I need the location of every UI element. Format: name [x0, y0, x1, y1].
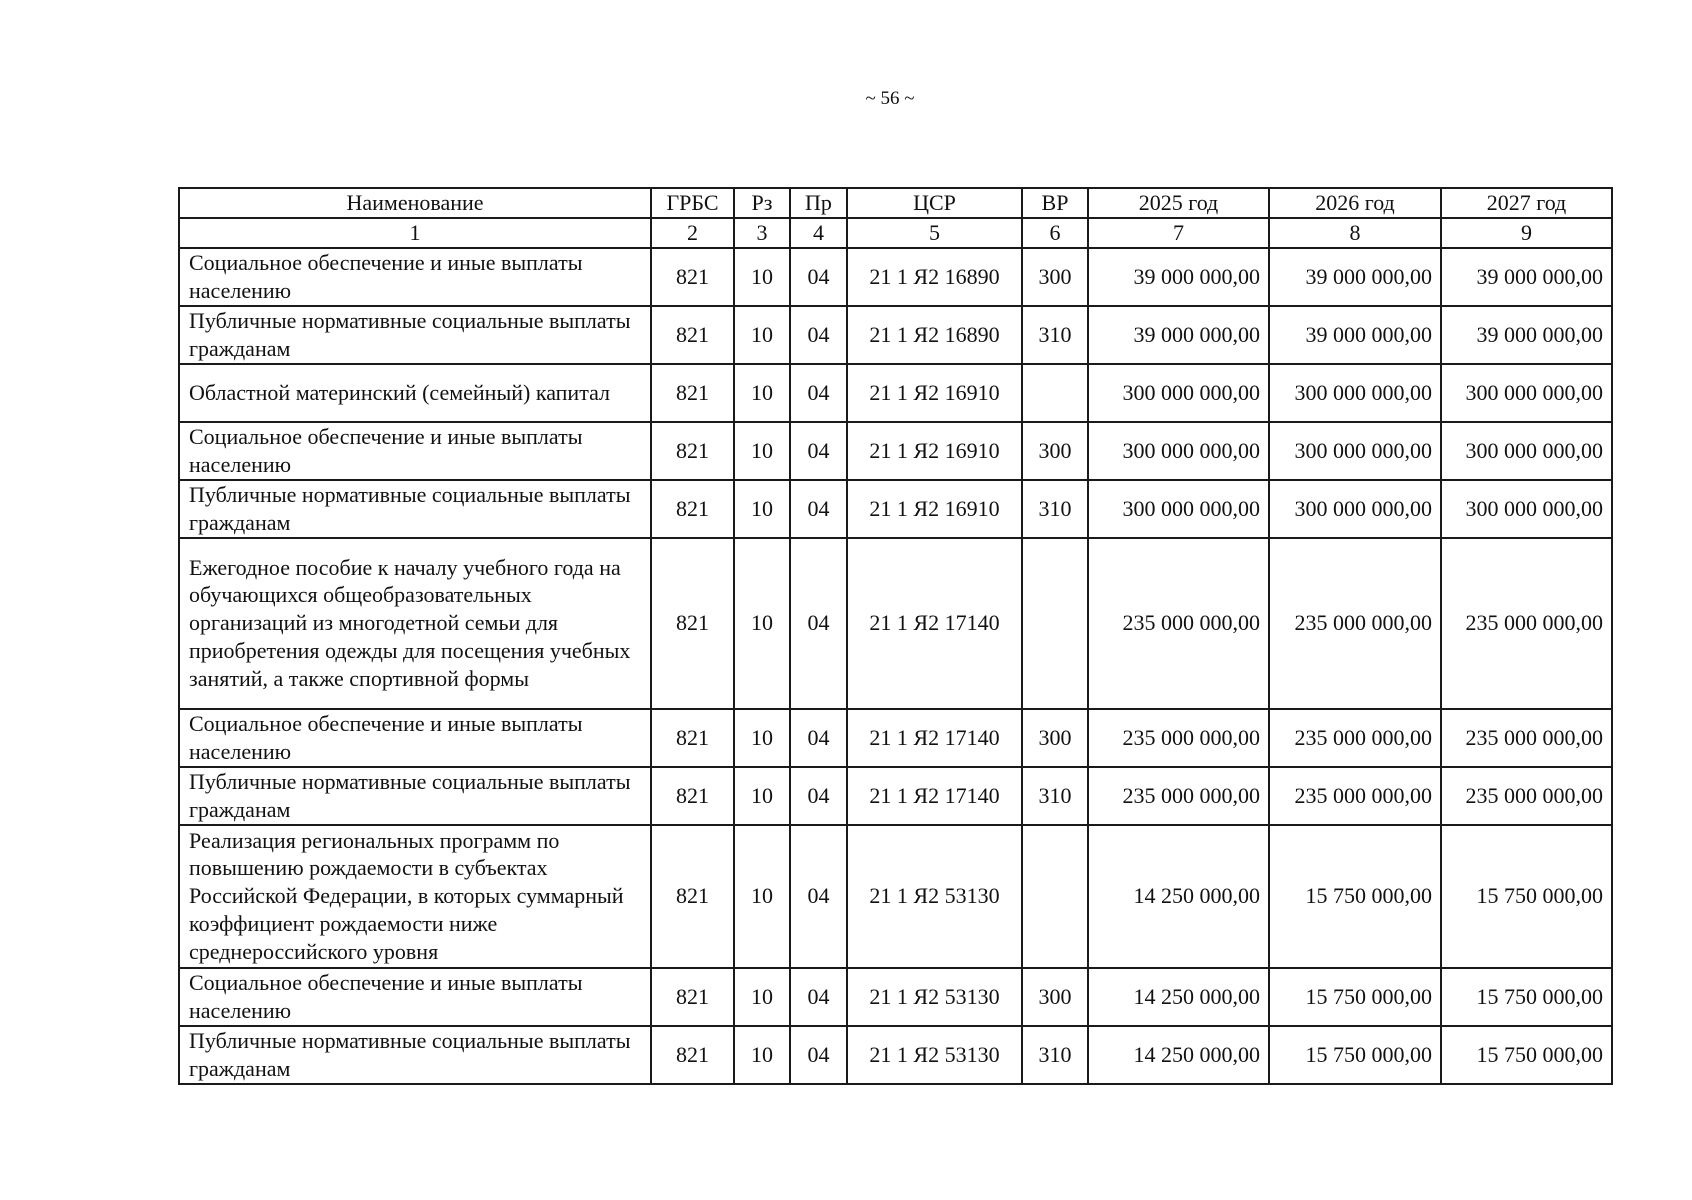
- row-pr: 04: [790, 1026, 847, 1084]
- row-pr: 04: [790, 825, 847, 968]
- column-number: 9: [1441, 218, 1612, 248]
- row-name: Публичные нормативные социальные выплаты гражданам: [179, 480, 651, 538]
- row-vr: 310: [1022, 480, 1088, 538]
- row-name: Публичные нормативные социальные выплаты гражданам: [179, 1026, 651, 1084]
- row-rz: 10: [734, 968, 790, 1026]
- row-amount-2027: 39 000 000,00: [1441, 248, 1612, 306]
- row-amount-2025: 235 000 000,00: [1088, 709, 1269, 767]
- row-pr: 04: [790, 538, 847, 709]
- row-name: Публичные нормативные социальные выплаты гражданам: [179, 306, 651, 364]
- row-amount-2027: 235 000 000,00: [1441, 767, 1612, 825]
- row-amount-2026: 15 750 000,00: [1269, 1026, 1441, 1084]
- row-rz: 10: [734, 306, 790, 364]
- row-rz: 10: [734, 248, 790, 306]
- row-csr: 21 1 Я2 17140: [847, 709, 1022, 767]
- row-grbs: 821: [651, 248, 734, 306]
- table-row: [179, 825, 1612, 968]
- row-amount-2027: 300 000 000,00: [1441, 364, 1612, 422]
- row-amount-2026: 15 750 000,00: [1269, 968, 1441, 1026]
- row-name: Социальное обеспечение и иные выплаты населению: [179, 968, 651, 1026]
- header-grbs: ГРБС: [651, 188, 734, 218]
- row-csr: 21 1 Я2 16890: [847, 306, 1022, 364]
- column-number: 5: [847, 218, 1022, 248]
- row-vr: 310: [1022, 767, 1088, 825]
- row-csr: 21 1 Я2 16910: [847, 480, 1022, 538]
- row-amount-2026: 39 000 000,00: [1269, 248, 1441, 306]
- row-grbs: 821: [651, 480, 734, 538]
- table-row: [179, 1026, 1612, 1084]
- table-row: [179, 767, 1612, 825]
- row-amount-2025: 14 250 000,00: [1088, 1026, 1269, 1084]
- table-body: [179, 188, 1612, 1084]
- row-vr: 300: [1022, 968, 1088, 1026]
- column-number: 3: [734, 218, 790, 248]
- row-pr: 04: [790, 422, 847, 480]
- row-amount-2026: 235 000 000,00: [1269, 709, 1441, 767]
- row-amount-2026: 300 000 000,00: [1269, 422, 1441, 480]
- row-csr: 21 1 Я2 16890: [847, 248, 1022, 306]
- row-rz: 10: [734, 1026, 790, 1084]
- column-number: 8: [1269, 218, 1441, 248]
- row-grbs: 821: [651, 709, 734, 767]
- column-number-row: [179, 218, 1612, 248]
- row-name: Областной материнский (семейный) капитал: [179, 364, 651, 422]
- row-pr: 04: [790, 709, 847, 767]
- header-pr: Пр: [790, 188, 847, 218]
- header-2025: 2025 год: [1088, 188, 1269, 218]
- table-row: [179, 538, 1612, 709]
- row-csr: 21 1 Я2 17140: [847, 538, 1022, 709]
- row-amount-2027: 300 000 000,00: [1441, 480, 1612, 538]
- column-number: 1: [179, 218, 651, 248]
- header-2027: 2027 год: [1441, 188, 1612, 218]
- row-amount-2026: 235 000 000,00: [1269, 538, 1441, 709]
- row-amount-2025: 300 000 000,00: [1088, 422, 1269, 480]
- row-vr: [1022, 364, 1088, 422]
- header-row: [179, 188, 1612, 218]
- table-row: [179, 306, 1612, 364]
- row-rz: 10: [734, 767, 790, 825]
- row-amount-2027: 15 750 000,00: [1441, 825, 1612, 968]
- row-amount-2027: 15 750 000,00: [1441, 968, 1612, 1026]
- row-csr: 21 1 Я2 16910: [847, 422, 1022, 480]
- header-rz: Рз: [734, 188, 790, 218]
- row-amount-2026: 39 000 000,00: [1269, 306, 1441, 364]
- header-2026: 2026 год: [1269, 188, 1441, 218]
- row-name: Ежегодное пособие к началу учебного года на обучающихся общеобразовательных организаций из многодетной семьи для приобретения одежды для посещения учебных занятий, а также спортивной формы: [179, 538, 651, 709]
- row-amount-2025: 235 000 000,00: [1088, 767, 1269, 825]
- row-vr: 310: [1022, 306, 1088, 364]
- row-grbs: 821: [651, 306, 734, 364]
- row-grbs: 821: [651, 538, 734, 709]
- header-vr: ВР: [1022, 188, 1088, 218]
- row-name: Социальное обеспечение и иные выплаты населению: [179, 248, 651, 306]
- table-row: [179, 480, 1612, 538]
- row-vr: 300: [1022, 422, 1088, 480]
- row-grbs: 821: [651, 968, 734, 1026]
- table-row: [179, 364, 1612, 422]
- row-amount-2025: 14 250 000,00: [1088, 825, 1269, 968]
- row-rz: 10: [734, 825, 790, 968]
- column-number: 4: [790, 218, 847, 248]
- row-amount-2027: 235 000 000,00: [1441, 709, 1612, 767]
- row-name: Реализация региональных программ по повышению рождаемости в субъектах Российской Федерации, в которых суммарный коэффициент рождаемости ниже среднероссийского уровня: [179, 825, 651, 968]
- row-csr: 21 1 Я2 17140: [847, 767, 1022, 825]
- row-csr: 21 1 Я2 16910: [847, 364, 1022, 422]
- row-amount-2025: 300 000 000,00: [1088, 480, 1269, 538]
- row-pr: 04: [790, 306, 847, 364]
- row-rz: 10: [734, 364, 790, 422]
- row-vr: 300: [1022, 709, 1088, 767]
- row-amount-2027: 39 000 000,00: [1441, 306, 1612, 364]
- row-grbs: 821: [651, 364, 734, 422]
- budget-table: [178, 187, 1613, 1085]
- row-amount-2027: 235 000 000,00: [1441, 538, 1612, 709]
- table-row: [179, 248, 1612, 306]
- row-name: Публичные нормативные социальные выплаты гражданам: [179, 767, 651, 825]
- row-pr: 04: [790, 480, 847, 538]
- row-vr: 300: [1022, 248, 1088, 306]
- table-row: [179, 968, 1612, 1026]
- row-rz: 10: [734, 538, 790, 709]
- row-grbs: 821: [651, 825, 734, 968]
- row-grbs: 821: [651, 767, 734, 825]
- row-grbs: 821: [651, 1026, 734, 1084]
- row-amount-2025: 300 000 000,00: [1088, 364, 1269, 422]
- row-rz: 10: [734, 480, 790, 538]
- row-amount-2027: 15 750 000,00: [1441, 1026, 1612, 1084]
- row-amount-2025: 39 000 000,00: [1088, 248, 1269, 306]
- table-row: [179, 709, 1612, 767]
- table-row: [179, 422, 1612, 480]
- row-grbs: 821: [651, 422, 734, 480]
- column-number: 6: [1022, 218, 1088, 248]
- page-number: ~ 56 ~: [865, 88, 915, 109]
- row-amount-2026: 300 000 000,00: [1269, 480, 1441, 538]
- row-csr: 21 1 Я2 53130: [847, 968, 1022, 1026]
- column-number: 7: [1088, 218, 1269, 248]
- row-amount-2027: 300 000 000,00: [1441, 422, 1612, 480]
- row-pr: 04: [790, 968, 847, 1026]
- header-csr: ЦСР: [847, 188, 1022, 218]
- row-csr: 21 1 Я2 53130: [847, 1026, 1022, 1084]
- row-amount-2026: 235 000 000,00: [1269, 767, 1441, 825]
- row-csr: 21 1 Я2 53130: [847, 825, 1022, 968]
- row-vr: [1022, 538, 1088, 709]
- row-amount-2026: 300 000 000,00: [1269, 364, 1441, 422]
- row-amount-2026: 15 750 000,00: [1269, 825, 1441, 968]
- row-rz: 10: [734, 709, 790, 767]
- row-amount-2025: 235 000 000,00: [1088, 538, 1269, 709]
- row-amount-2025: 39 000 000,00: [1088, 306, 1269, 364]
- row-pr: 04: [790, 767, 847, 825]
- column-number: 2: [651, 218, 734, 248]
- row-name: Социальное обеспечение и иные выплаты населению: [179, 422, 651, 480]
- row-vr: [1022, 825, 1088, 968]
- header-name: Наименование: [179, 188, 651, 218]
- row-name: Социальное обеспечение и иные выплаты населению: [179, 709, 651, 767]
- row-amount-2025: 14 250 000,00: [1088, 968, 1269, 1026]
- row-rz: 10: [734, 422, 790, 480]
- row-pr: 04: [790, 364, 847, 422]
- row-vr: 310: [1022, 1026, 1088, 1084]
- row-pr: 04: [790, 248, 847, 306]
